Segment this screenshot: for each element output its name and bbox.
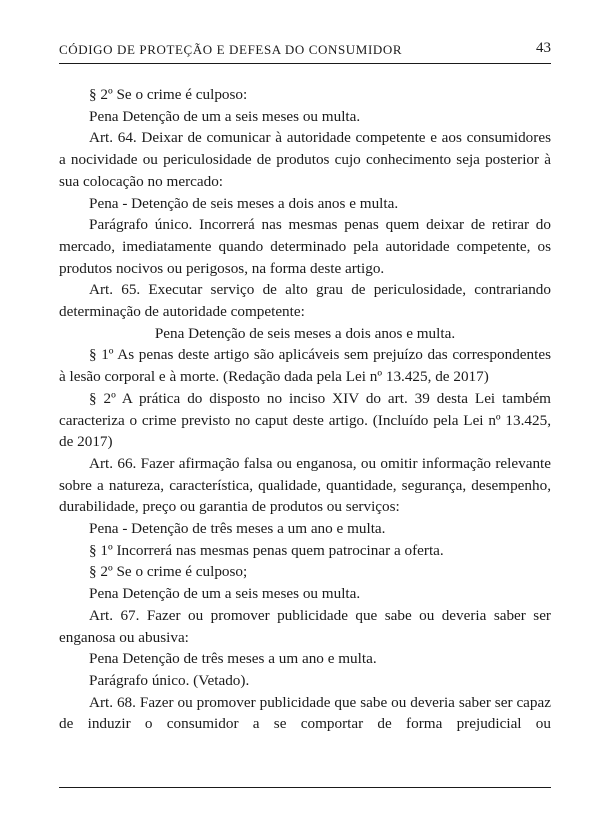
paragraph: Pena - Detenção de três meses a um ano e multa.	[89, 520, 386, 538]
page-number: 43	[536, 40, 551, 56]
page-body	[59, 84, 551, 735]
paragraph: § 1º As penas deste artigo são aplicáveis sem prejuízo das correspondentes à lesão corporal e à morte. (Redação dada pela Lei nº 13.425, de 2017)	[59, 346, 551, 386]
paragraph: Art. 68. Fazer ou promover publicidade que sabe ou deveria saber ser capaz de induzir o consumidor a se comportar de forma prejudicial ou	[59, 693, 551, 733]
paragraph: Parágrafo único. Incorrerá nas mesmas penas quem deixar de retirar do mercado, imediatamente quando determinado pela autoridade competente, os produtos nocivos ou perigosos, na forma deste artigo.	[59, 216, 551, 277]
paragraph: Pena Detenção de seis meses a dois anos e multa.	[154, 324, 456, 342]
paragraph: § 1º Incorrerá nas mesmas penas quem patrocinar a oferta.	[89, 541, 444, 559]
paragraph: Pena Detenção de três meses a um ano e multa.	[89, 650, 377, 668]
paragraph: Art. 64. Deixar de comunicar à autoridade competente e aos consumidores a nocividade ou periculosidade de produtos cujo conhecimento seja posterior à sua colocação no mercado:	[59, 129, 551, 190]
header-title: CÓDIGO DE PROTEÇÃO E DEFESA DO CONSUMIDOR	[59, 42, 403, 57]
running-header	[59, 40, 551, 60]
header-rule	[59, 63, 551, 64]
paragraph: Pena - Detenção de seis meses a dois anos e multa.	[89, 194, 399, 212]
paragraph: Art. 66. Fazer afirmação falsa ou enganosa, ou omitir informação relevante sobre a natureza, característica, qualidade, quantidade, segurança, desempenho, durabilidade, preço ou garantia de produtos ou serviços:	[59, 454, 551, 516]
footer-rule	[59, 787, 551, 788]
paragraph: § 2º Se o crime é culposo;	[89, 563, 248, 581]
paragraph: Art. 65. Executar serviço de alto grau de periculosidade, contrariando determinação de autoridade competente:	[59, 281, 551, 321]
paragraph: Art. 67. Fazer ou promover publicidade que sabe ou deveria saber ser enganosa ou abusiva:	[59, 606, 551, 646]
paragraph: Pena Detenção de um a seis meses ou multa.	[89, 107, 361, 125]
paragraph: § 2º A prática do disposto no inciso XIV do art. 39 desta Lei também caracteriza o crime previsto no caput deste artigo. (Incluído pela Lei nº 13.425, de 2017)	[59, 389, 551, 451]
paragraph: Pena Detenção de um a seis meses ou multa.	[89, 585, 361, 603]
paragraph: Parágrafo único. (Vetado).	[89, 671, 250, 689]
paragraph: § 2º Se o crime é culposo:	[89, 86, 248, 103]
